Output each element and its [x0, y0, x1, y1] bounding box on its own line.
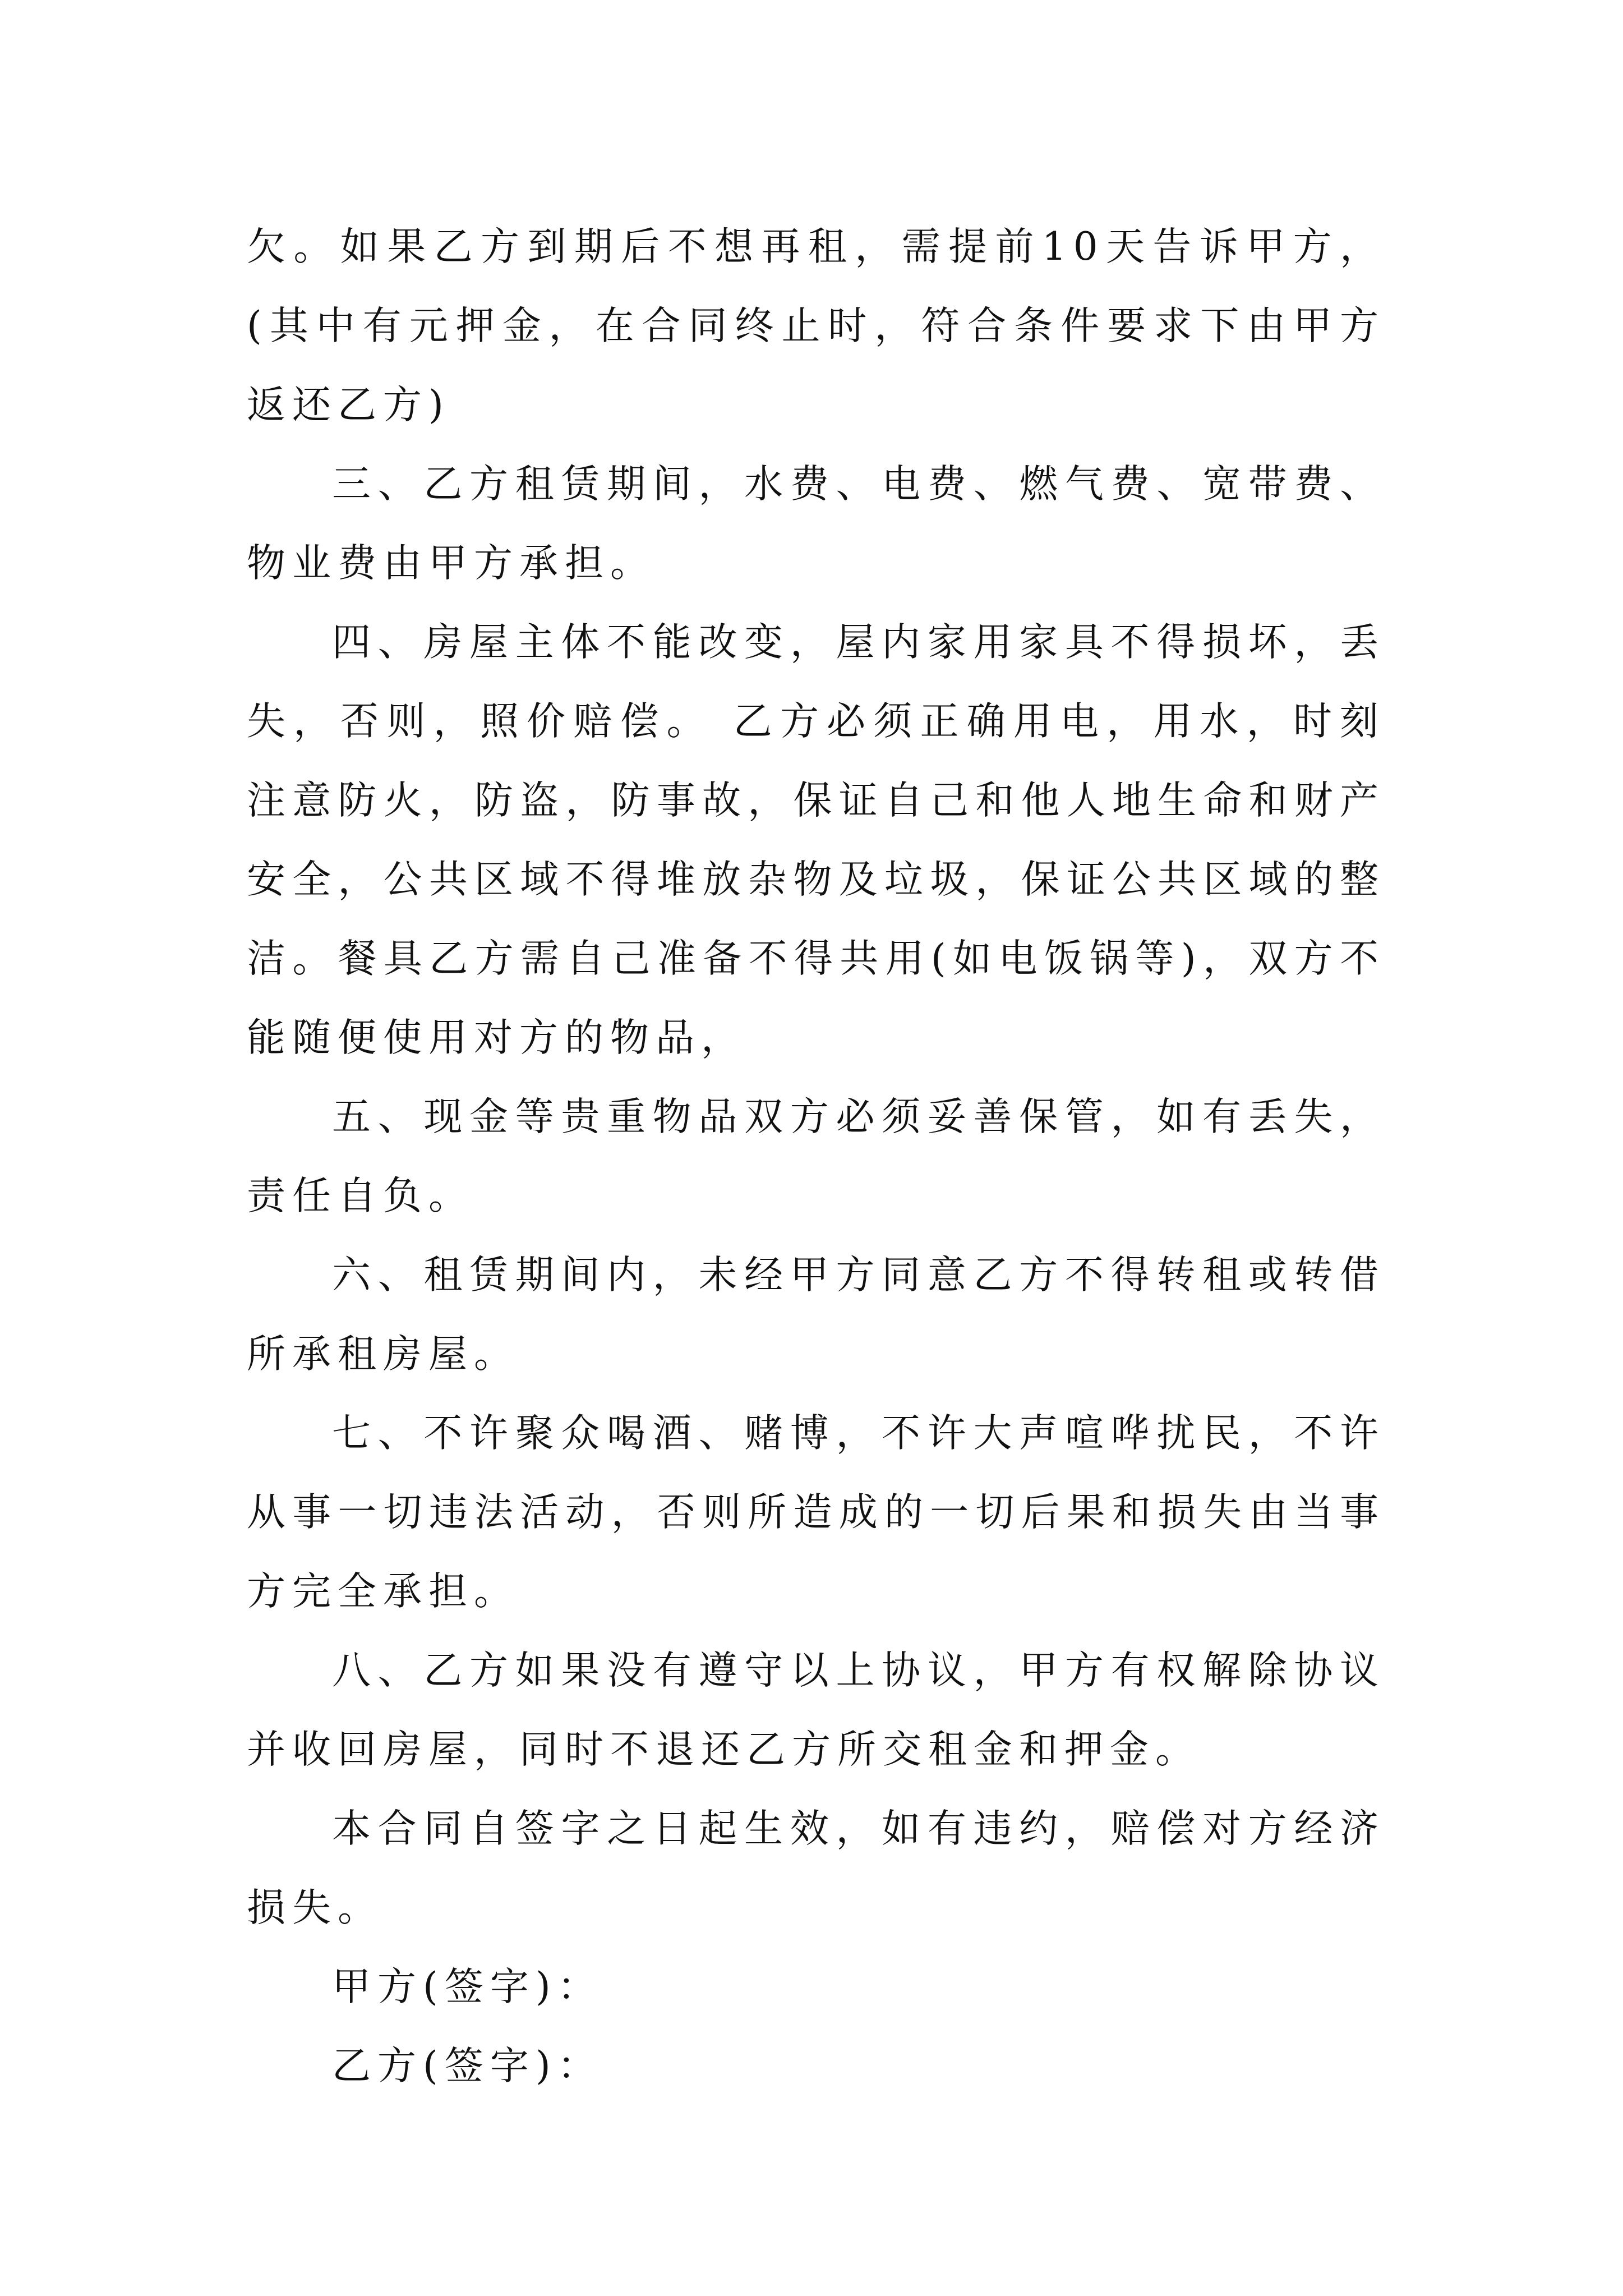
clause-7: 七、不许聚众喝酒、赌博，不许大声喧哗扰民，不许从事一切违法活动，否则所造成的一切后果和损失由当事方完全承担。 [247, 1411, 1385, 1614]
paragraph-continuation: 欠。如果乙方到期后不想再租，需提前10天告诉甲方，(其中有元押金，在合同终止时，符合条件要求下由甲方返还乙方) [247, 224, 1385, 427]
clause-6: 六、租赁期间内，未经甲方同意乙方不得转租或转借所承租房屋。 [247, 1253, 1385, 1377]
document-body [247, 208, 1385, 2106]
party-a-signature-line: 甲方(签字)： [332, 1964, 603, 2009]
effective-clause: 本合同自签字之日起生效，如有违约，赔偿对方经济损失。 [247, 1806, 1385, 1930]
party-b-signature-line: 乙方(签字)： [332, 2044, 603, 2088]
clause-5: 五、现金等贵重物品双方必须妥善保管，如有丢失，责任自负。 [247, 1094, 1385, 1218]
clause-3: 三、乙方租赁期间，水费、电费、燃气费、宽带费、物业费由甲方承担。 [247, 462, 1385, 586]
clause-8: 八、乙方如果没有遵守以上协议，甲方有权解除协议并收回房屋，同时不退还乙方所交租金和押金。 [247, 1648, 1385, 1772]
clause-4: 四、房屋主体不能改变，屋内家用家具不得损坏，丢失，否则，照价赔偿。 乙方必须正确用电，用水，时刻注意防火，防盗，防事故，保证自己和他人地生命和财产安全，公共区域不得堆放杂物及垃圾，保证公共区域的整洁。餐具乙方需自己准备不得共用(如电饭锅等)，双方不能随便使用对方的物品， [247, 620, 1385, 1060]
